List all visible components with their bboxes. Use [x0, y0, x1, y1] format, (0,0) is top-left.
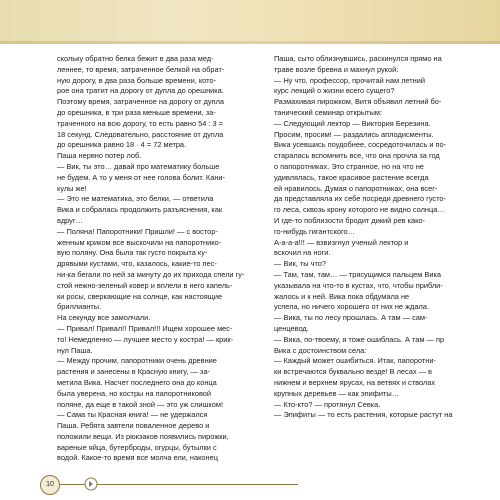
text-line: траве возле бревна и махнул рукой:: [274, 64, 399, 74]
text-line: была уверена, но костры на папоротниковой: [57, 388, 212, 398]
text-line: На секунду все замолчали.: [57, 313, 151, 323]
text-line: стой нежно-зеленый ковер и вплели в него капель-: [57, 280, 233, 290]
text-line: нул Паша.: [57, 345, 93, 355]
text-line: Поэтому время, затраченное на дорогу от дупла: [57, 97, 225, 107]
text-line: ни-ка бегали по ней за минуту до их прихода спели гу-: [57, 269, 245, 279]
text-line: рое она тратит на дорогу от дупла до орешника.: [57, 86, 224, 96]
text-line: — Сама ты Красная книга! — не удержался: [57, 410, 208, 420]
text-line: — Ну что, профессор, прочитай нам летний: [274, 75, 425, 85]
text-line: Просим, просим! — раздались аплодисменты.: [274, 129, 434, 139]
text-line: то! Немедленно — лучшее место у костра! — крик-: [57, 334, 234, 344]
text-line: И где-то поблизости бродит дикий рев како-: [274, 215, 425, 225]
text-line: — Вика, по-твоему, я тоже ошиблась. А там — пр: [274, 334, 445, 344]
text-line: 18 секунд. Следовательно, расстояние от дупла: [57, 129, 224, 139]
text-line: курс лекций о жизни всего сущего?: [274, 86, 395, 96]
text-line: Размахивая пирожком, Витя объявил летний бо-: [274, 97, 442, 107]
text-line: указывала на что-то в кустах, что, чтобы прибли-: [274, 280, 443, 290]
text-line: — Привал! Привал!! Привал!!! Ищем хорошее мес-: [57, 323, 233, 333]
text-line: старалась вспомнить все, что она прочла за год: [274, 151, 440, 161]
text-line: — Кто-кто? — протянул Севка.: [274, 399, 381, 409]
text-line: Вика с достоинством села:: [274, 345, 367, 355]
text-line: ей нравилось. Думая о папоротниках, она всег-: [274, 183, 438, 193]
text-line: поляне, да еще в такой зной — это уж слишком!: [57, 399, 223, 409]
text-line: да представляла их себе посреди древнего густо-: [274, 194, 447, 204]
text-line: вую поляну. Она была так густо покрыта ку-: [57, 248, 208, 258]
text-line: го-нибудь гигантского…: [274, 226, 356, 236]
text-line: женным криком все выскочили на папоротнико-: [57, 237, 222, 247]
text-line: не будем. А то у меня от нее голова болит. Кани-: [57, 172, 226, 182]
text-line: метила Вика. Насчет последнего она до конца: [57, 377, 217, 387]
right-column: [265, 54, 465, 421]
text-line: о папоротниках. Это странное, но на что не: [274, 161, 424, 171]
text-line: траченного на всю дорогу, то есть равно 54 : 3 =: [57, 118, 223, 128]
text-line: го леса, сквозь крону которого не видно солнца…: [274, 205, 445, 215]
text-line: до орешника, в три раза меньше времени, за-: [57, 107, 216, 117]
text-line: растения и занесены в Красную книгу, — за-: [57, 367, 210, 377]
text-line: — Следующий лектор — Виктория Березина.: [274, 118, 431, 128]
text-line: — Поляна! Папоротники! Пришли! — с востор-: [57, 226, 218, 236]
text-line: — Вик, ты это… давай про математику больше: [57, 161, 220, 171]
text-line: вдруг…: [57, 215, 83, 225]
text-line: танический семинар открытым:: [274, 107, 383, 117]
text-line: дрявыми кустами, что, казалось, какие-то пес-: [57, 259, 217, 269]
text-line: Паша. Ребята завтели поваленное дерево и: [57, 421, 210, 431]
text-line: водой. Какое-то время все молча ели, наконец: [57, 453, 218, 463]
text-line: — Эпифиты — то есть растения, которые растут на: [274, 410, 453, 420]
text-line: вскочил на ноги.: [274, 248, 331, 258]
text-line: успела, но ничего хорошего от них не ждала.: [274, 302, 429, 312]
text-line: ную дорогу, в два раза больше времени, кото-: [57, 75, 216, 85]
text-line: — Вик, ты что?: [274, 259, 326, 269]
text-line: нижнем и верхнем ярусах, на ветвях и стволах: [274, 377, 436, 387]
text-line: ценцевод.: [274, 323, 309, 333]
text-line: — Там, там, там… — трясущимся пальцем Вика: [274, 269, 441, 279]
text-line: жалось и к ней. Вика пока обдумала не: [274, 291, 410, 301]
text-line: ки встречаются буквально везде! В лесах — в: [274, 367, 432, 377]
text-line: Вика и собралась продолжить разъяснения, как: [57, 205, 223, 215]
text-line: леннее, то время, затраченное белкой на обрат-: [57, 64, 225, 74]
text-line: вареные яйца, бутерброды, огурцы, бутылки с: [57, 442, 217, 452]
text-line: — Каждый может ошибиться. Итак, папоротни-: [274, 356, 436, 366]
text-line: — Вика, ты по лесу прошлась. А там — сам-: [274, 313, 428, 323]
text-line: кулы же!: [57, 183, 87, 193]
text-line: крупных деревьев — как эпифиты…: [274, 388, 400, 398]
page-body: [0, 44, 500, 500]
text-line: скольку обратно белка бежит в два раза мед-: [57, 54, 214, 63]
header-band: [0, 0, 500, 44]
text-line: ки росы, сверкающие на солнце, как настоящие: [57, 291, 223, 301]
text-line: — Между прочим, папоротники очень древние: [57, 356, 217, 366]
text-line: бриллианты.: [57, 302, 102, 312]
text-line: положили вещи. Из рюкзаков появились пирожки,: [57, 431, 229, 441]
text-line: — Это не математика, это белки, — ответила: [57, 194, 214, 204]
text-line: удивлялась, такое красивое растение всегда: [274, 172, 429, 182]
text-line: Паша нервно потер лоб.: [57, 151, 142, 161]
arrow-icon: [84, 477, 98, 491]
text-line: Вика усевшись поудобнее, сосредоточилась и по-: [274, 140, 447, 150]
text-line: Паша, сыто облизнувшись, раскинулся прямо на: [274, 54, 442, 63]
page-number: 10: [40, 475, 60, 495]
text-line: до орешника равно 18 · 4 = 72 метра.: [57, 140, 187, 150]
text-line: А-а-а-а!!! — взвизгнул ученый лектор и: [274, 237, 409, 247]
left-column: [48, 54, 248, 464]
